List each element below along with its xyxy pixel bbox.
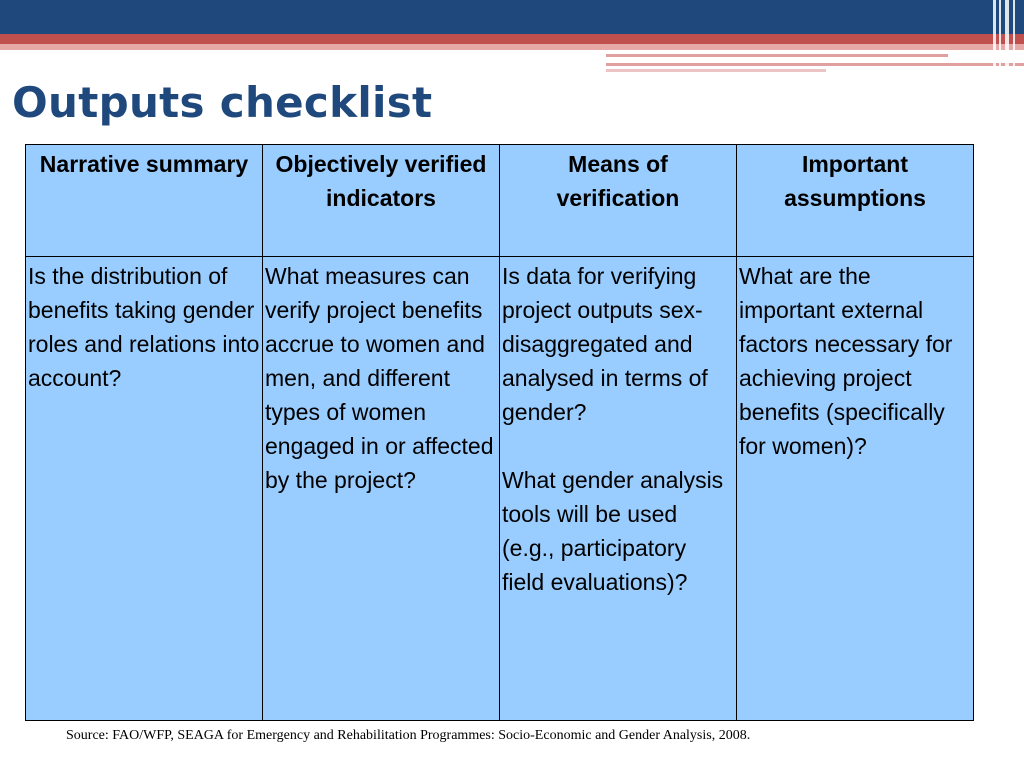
- cell-assumptions: What are the important external factors necessary for achieving project benefits (specifically for women)?: [737, 257, 974, 721]
- paragraph-gap: [502, 429, 734, 463]
- cell-verification: [500, 257, 737, 721]
- decor-bar: [1005, 0, 1009, 70]
- cell-narrative: Is the distribution of benefits taking gender roles and relations into account?: [26, 257, 263, 721]
- decor-bar: [993, 0, 996, 70]
- header-important-assumptions: Important assumptions: [737, 145, 974, 257]
- header-objectively-verified-indicators: Objectively verified indicators: [263, 145, 500, 257]
- header-narrative-summary: Narrative summary: [26, 145, 263, 257]
- accent-line: [606, 54, 948, 57]
- header-band: [0, 0, 1024, 34]
- table-header-row: [26, 145, 974, 257]
- header-means-of-verification: Means of verification: [500, 145, 737, 257]
- header-stripe: [0, 34, 1024, 44]
- source-citation: Source: FAO/WFP, SEAGA for Emergency and Rehabilitation Programmes: Socio-Economic and Gender Analysis, 2008.: [66, 728, 751, 743]
- verification-paragraph-2: What gender analysis tools will be used (e.g., participatory field evaluations)?: [502, 467, 724, 595]
- accent-line: [606, 63, 1024, 66]
- checklist-table: [25, 144, 974, 721]
- verification-paragraph-1: Is data for verifying project outputs sex-disaggregated and analysed in terms of gender?: [502, 263, 708, 425]
- cell-indicators: What measures can verify project benefits accrue to women and men, and different types of women engaged in or affected by the project?: [263, 257, 500, 721]
- decor-bar: [999, 0, 1001, 70]
- decor-bar: [1013, 0, 1015, 70]
- table-row: [26, 257, 974, 721]
- slide-title: Outputs checklist: [12, 78, 433, 127]
- accent-line: [606, 69, 826, 72]
- header-stripe-light: [0, 44, 1024, 50]
